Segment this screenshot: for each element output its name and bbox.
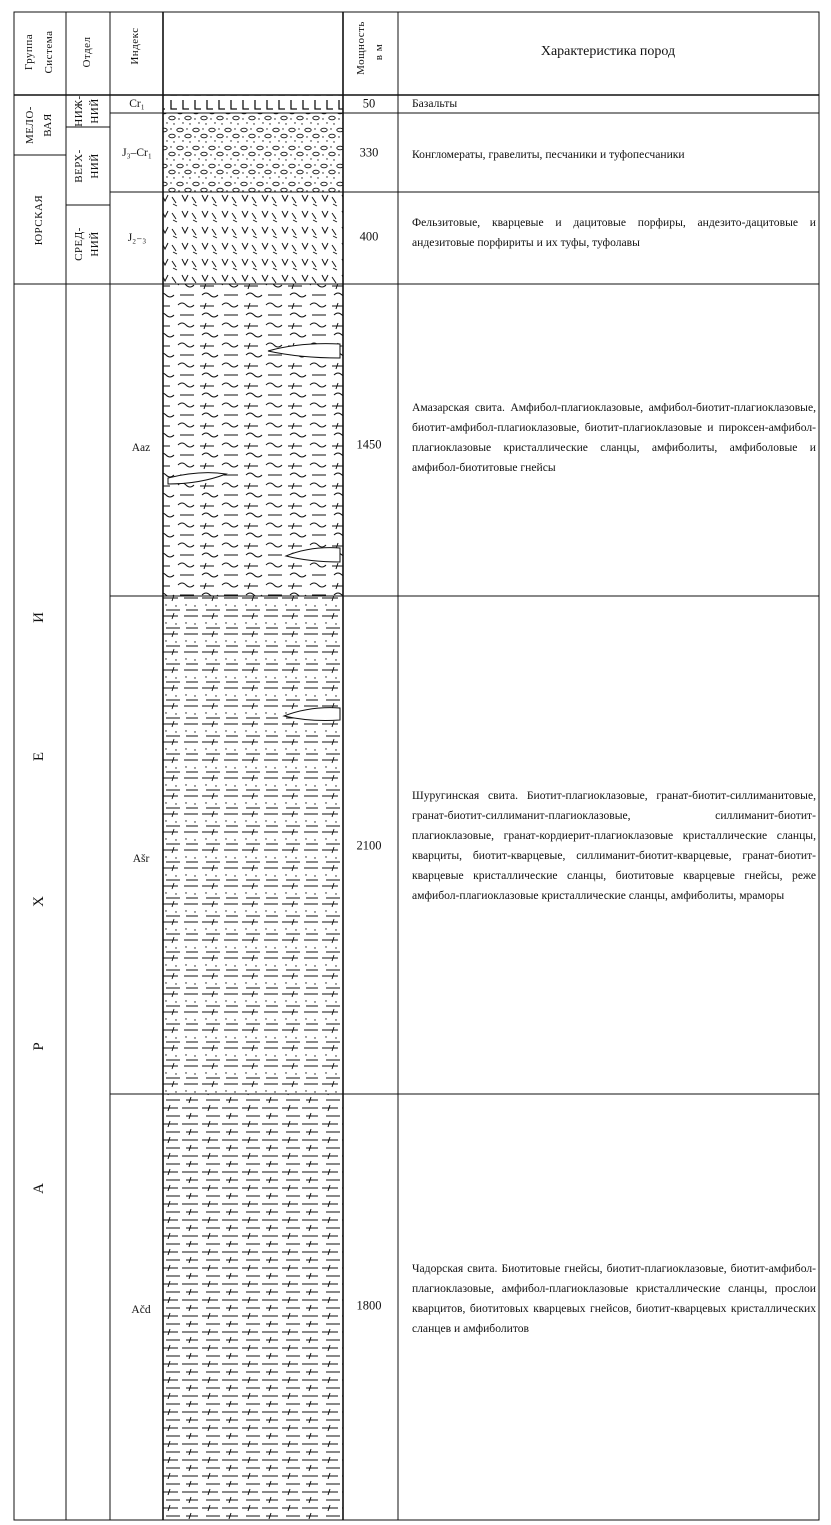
layer-thickness: 330 [359, 145, 379, 160]
layer-index: Ačd [131, 1304, 151, 1316]
layer-index: Ašr [132, 853, 150, 865]
system-cretaceous-l2: ВАЯ [42, 113, 55, 137]
header-thickness: Мощность [355, 21, 368, 75]
layer-description: Фельзитовые, кварцевые и дацитовые порфиры, андезито-дацитовые и андезитовые порфириты и их туфы, туфолавы [412, 216, 816, 249]
layer-thickness: 50 [362, 96, 376, 111]
layer-description: Чадорская свита. Биотитовые гнейсы, биотит-плагиоклазовые, биотит-амфибол-плагиоклазовые, амфибол-плагиоклазовые кристаллические сланцы, прослои кварцитов, биотитовых кварцевых гнейсов, биотит-кварцевых кристаллических сланцев и амфиболитов [412, 1262, 816, 1335]
lithology-chador [163, 1094, 343, 1520]
header-group: Группа [23, 33, 36, 71]
archean-letter-3: Х [31, 895, 48, 907]
layer-index: Cr₁ [129, 98, 145, 110]
archean-letter-2: Е [31, 750, 48, 762]
division-upper-l1: ВЕРХ- [73, 149, 86, 183]
header-thickness-unit: в м [373, 43, 386, 61]
archean-letter-4: Р [31, 1041, 48, 1051]
archean-letter-5: А [31, 1182, 48, 1194]
division-upper-l2: НИЙ [89, 153, 102, 179]
division-middle-l1: СРЕД- [73, 227, 86, 261]
header-system: Система [43, 30, 56, 74]
header-division: Отдел [81, 36, 94, 68]
system-cretaceous-l1: МЕЛО- [24, 106, 37, 144]
division-middle-l2: НИЙ [89, 231, 102, 257]
layer-thickness: 1450 [356, 437, 382, 452]
header-index: Индекс [129, 27, 142, 65]
layer-description: Шуругинская свита. Биотит-плагиоклазовые, гранат-биотит-силлиманитовые, гранат-биотит-силлиманит-плагиоклазовые, силлиманит-биотит-плагиоклазовые, гранат-кордиерит-плагиоклазовые кристаллические сланцы, кварциты, биотит-кварцевые, силлиманит-биотит-кварцевые, гранат-биотит-кварцевые кристаллические сланцы, биотитовые кварцевые гнейсы, реже амфибол-плагиоклазовые кристаллические сланцы, амфиболиты, мраморы [412, 789, 816, 902]
layer-description: Базальты [412, 97, 458, 110]
layer-index: J₃–Cr₁ [122, 147, 152, 159]
lithology-porphyry [163, 192, 343, 284]
header-characteristics: Характеристика пород [540, 44, 676, 59]
lithology-conglomerate [163, 113, 343, 192]
layer-thickness: 1800 [356, 1298, 382, 1313]
layer-thickness: 400 [359, 229, 379, 244]
division-lower-l2: НИЙ [89, 98, 102, 124]
layer-index: Aaz [131, 442, 151, 454]
layer-thickness: 2100 [356, 838, 382, 853]
archean-letter-1: И [31, 611, 48, 623]
system-jurassic: ЮРСКАЯ [33, 194, 46, 246]
division-lower-l1: НИЖ- [73, 95, 86, 127]
layer-description: Конгломераты, гравелиты, песчаники и туфопесчаники [412, 148, 685, 161]
lithology-basalt [163, 95, 343, 113]
layer-description: Амазарская свита. Амфибол-плагиоклазовые, амфибол-биотит-плагиоклазовые, биотит-амфибол-плагиоклазовые, биотит-плагиоклазовые и пироксен-амфибол-плагиоклазовые кристаллические сланцы, амфиболиты, амфиболовые и амфибол-биотитовые гнейсы [412, 401, 816, 474]
lithology-shurugin [163, 596, 343, 1094]
layer-index: J₂₋₃ [127, 232, 147, 244]
